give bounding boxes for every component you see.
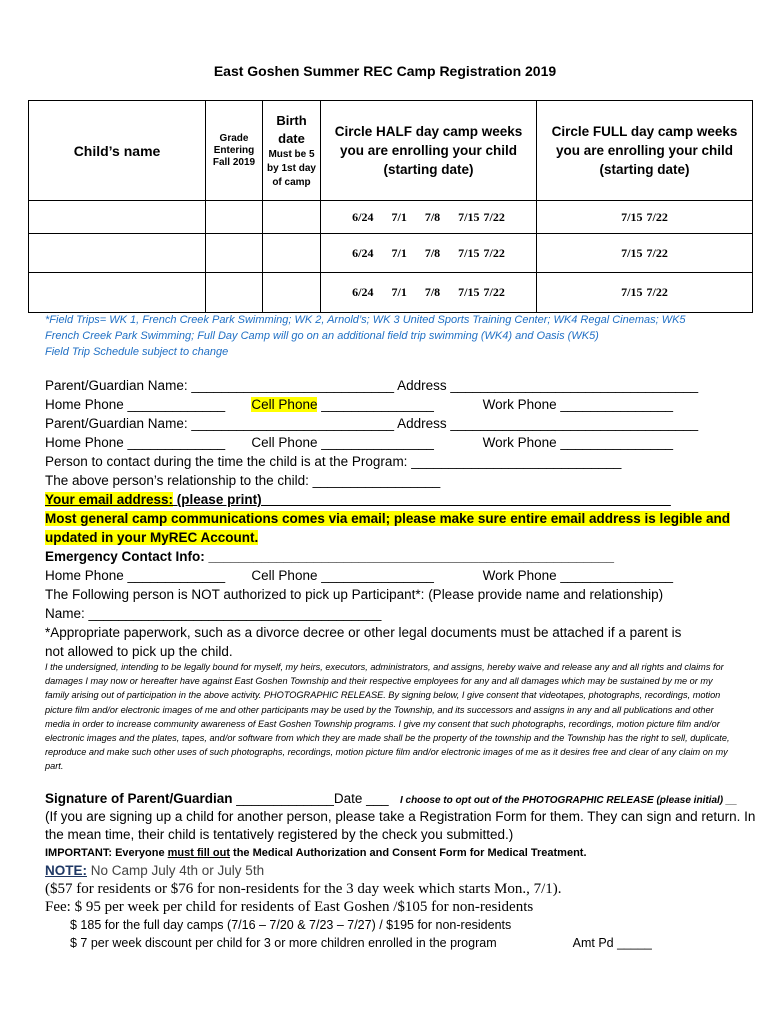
field-trips-note: *Field Trips= WK 1, French Creek Park Swimming; WK 2, Arnold’s; WK 3 United Sports Training Center; WK4 Regal Cinemas; WK5 French Creek Park Swimming; Full Day Camp will go on an additional field trip swimming (WK4) and Oasis (WK5) Field Trip Schedule subject to change — [45, 314, 686, 358]
another-person-note-2: the mean time, their child is tentatively registered by the check you submitted.) — [45, 827, 514, 842]
discount-note: $ 7 per week discount per child for 3 or more children enrolled in the program Amt Pd _____ — [70, 936, 652, 950]
cell-phone-field[interactable]: _______________ — [317, 397, 434, 412]
no-camp-note: NOTE: No Camp July 4th or July 5th — [45, 863, 265, 878]
full-day-weeks[interactable] — [537, 234, 753, 273]
work-phone-field[interactable]: Work Phone _______________ — [482, 397, 674, 412]
parent-name-field[interactable]: Parent/Guardian Name: ___________________________ — [45, 378, 395, 393]
header-full-day: Circle FULL day camp weeks you are enrolling your child (starting date) — [537, 101, 753, 201]
emergency-contact-field[interactable]: Emergency Contact Info: ______________________________________________________ — [45, 549, 614, 564]
legal-waiver: I the undersigned, intending to be legally bound for myself, my heirs, executors, administrators, and assigns, hereby waive and release any and all rights and claims for damages I may now or hereafter have against East Goshen Township and their respective employees for any and all damages which may be sustained by me or my family arising out of participation in the above activity. PHOTOGRAPHIC RELEASE. By signing below, I give consent that videotapes, photographs, recordings, motion picture film and/or electronic images of me and other participants may be used by the Township, and its successors and assigns in any and all publications and other media in order to increase community awareness of East Goshen Township programs. I give my consent that such photographs, recordings, motion picture film and/or electronic images and the plates, tapes, and/or software from which they are made shall be the property of the township and the Township has the right to sell, duplicate, reproduce and make such other uses of such photographs, recordings, motion picture film and/or electronic images of me as it desires free and clear of any claim on my part. — [45, 662, 730, 772]
paperwork-note-line2: not allowed to pick up the child. — [45, 644, 233, 659]
signature-line — [45, 790, 745, 810]
child-row — [29, 234, 753, 273]
contact-form — [45, 376, 745, 661]
full-week-option[interactable]: 7/22 — [646, 209, 668, 224]
half-week-option[interactable]: 6/24 — [352, 209, 374, 224]
paperwork-note-line1: *Appropriate paperwork, such as a divorce decree or other legal documents must be attached if a parent is — [45, 625, 682, 640]
address-field[interactable]: Address _________________________________ — [397, 378, 699, 393]
header-half-day: Circle HALF day camp weeks you are enrolling your child (starting date) — [321, 101, 537, 201]
half-day-weeks[interactable] — [321, 273, 537, 313]
home-phone-field-2[interactable]: Home Phone _____________ — [45, 435, 226, 450]
half-week-option[interactable]: 7/22 — [483, 285, 505, 299]
address-field-2[interactable]: Address _________________________________ — [397, 416, 699, 431]
email-label: Your email address: — [45, 492, 174, 507]
page-title: East Goshen Summer REC Camp Registration 2019 — [213, 63, 557, 79]
full-week-option[interactable]: 7/22 — [646, 245, 668, 260]
header-grade: Grade Entering Fall 2019 — [206, 101, 263, 201]
child-row — [29, 201, 753, 234]
full-day-fee: $ 185 for the full day camps (7/16 – 7/20 & 7/23 – 7/27) / $195 for non-residents — [70, 918, 512, 932]
important-note: IMPORTANT: Everyone must fill out the Medical Authorization and Consent Form for Medical Treatment. — [45, 847, 587, 859]
full-week-option[interactable]: 7/15 — [621, 209, 643, 224]
three-day-fee: ($57 for residents or $76 for non-residents for the 3 day week which starts Mon., 7/1). — [45, 881, 562, 897]
contact-person-field[interactable]: Person to contact during the time the child is at the Program: ____________________________ — [45, 454, 622, 469]
half-week-option[interactable]: 7/1 — [391, 285, 407, 299]
home-phone-field[interactable]: Home Phone _____________ — [45, 397, 226, 412]
half-week-option[interactable]: 7/22 — [483, 245, 505, 260]
email-note-line1: Most general camp communications comes via email; please make sure entire email address is legible and — [45, 511, 731, 526]
amount-paid-field[interactable]: Amt Pd _____ — [572, 936, 652, 950]
parent-name-field-2[interactable]: Parent/Guardian Name: ___________________________ — [45, 416, 395, 431]
not-authorized-text: The Following person is NOT authorized to pick up Participant*: (Please provide name and relationship) — [45, 587, 664, 602]
registration-table — [28, 100, 753, 313]
child-name-cell[interactable] — [29, 234, 206, 273]
half-week-option[interactable]: 6/24 — [352, 285, 374, 299]
birth-date-cell[interactable] — [263, 273, 321, 313]
child-row — [29, 273, 753, 313]
weekly-fee: Fee: $ 95 per week per child for residents of East Goshen /$105 for non-residents — [45, 899, 534, 915]
child-name-cell[interactable] — [29, 201, 206, 234]
email-field[interactable]: (please print) ______________________________________________________ — [173, 492, 671, 507]
full-week-option[interactable]: 7/15 — [621, 245, 643, 260]
full-day-weeks[interactable] — [537, 201, 753, 234]
work-phone-field-2[interactable]: Work Phone _______________ — [482, 435, 674, 450]
half-week-option[interactable]: 7/8 — [424, 209, 441, 224]
grade-cell[interactable] — [206, 234, 263, 273]
email-note-line2: updated in your MyREC Account. — [45, 530, 259, 545]
half-week-option[interactable]: 6/24 — [352, 245, 374, 260]
signature-field[interactable]: _____________ — [232, 791, 334, 806]
full-day-weeks[interactable] — [537, 273, 753, 313]
full-week-option[interactable]: 7/15 — [621, 285, 643, 299]
half-week-option[interactable]: 7/1 — [391, 245, 407, 260]
half-week-option[interactable]: 7/8 — [424, 245, 441, 260]
half-day-weeks[interactable] — [321, 234, 537, 273]
header-birth-date: Birth date Must be 5 by 1st day of camp — [263, 101, 321, 201]
signature-label: Signature of Parent/Guardian — [45, 791, 233, 806]
cell-phone-field-2[interactable]: Cell Phone _______________ — [251, 435, 434, 450]
half-week-option[interactable]: 7/15 — [458, 209, 480, 224]
half-week-option[interactable]: 7/8 — [424, 285, 441, 299]
grade-cell[interactable] — [206, 201, 263, 234]
half-day-weeks[interactable] — [321, 201, 537, 234]
birth-date-cell[interactable] — [263, 234, 321, 273]
full-week-option[interactable]: 7/22 — [646, 285, 668, 299]
date-field[interactable]: Date ___ — [333, 791, 389, 806]
unauthorized-name-field[interactable]: Name: _______________________________________ — [45, 606, 382, 621]
relationship-field[interactable]: The above person’s relationship to the child: _________________ — [45, 473, 441, 488]
notes-section — [45, 808, 756, 952]
header-childs-name: Child’s name — [29, 101, 206, 201]
child-name-cell[interactable] — [29, 273, 206, 313]
work-phone-field-3[interactable]: Work Phone _______________ — [482, 568, 674, 583]
grade-cell[interactable] — [206, 273, 263, 313]
photo-opt-out-field[interactable]: I choose to opt out of the PHOTOGRAPHIC RELEASE (please initial) __ — [399, 795, 738, 806]
cell-phone-field-3[interactable]: Cell Phone _______________ — [251, 568, 434, 583]
half-week-option[interactable]: 7/22 — [483, 209, 505, 224]
half-week-option[interactable]: 7/15 — [458, 285, 480, 299]
another-person-note-1: (If you are signing up a child for another person, please take a Registration Form for them. They can sign and return. In — [45, 809, 756, 824]
half-week-option[interactable]: 7/1 — [391, 209, 407, 224]
cell-phone-label: Cell Phone — [251, 397, 318, 412]
home-phone-field-3[interactable]: Home Phone _____________ — [45, 568, 226, 583]
birth-date-cell[interactable] — [263, 201, 321, 234]
half-week-option[interactable]: 7/15 — [458, 245, 480, 260]
